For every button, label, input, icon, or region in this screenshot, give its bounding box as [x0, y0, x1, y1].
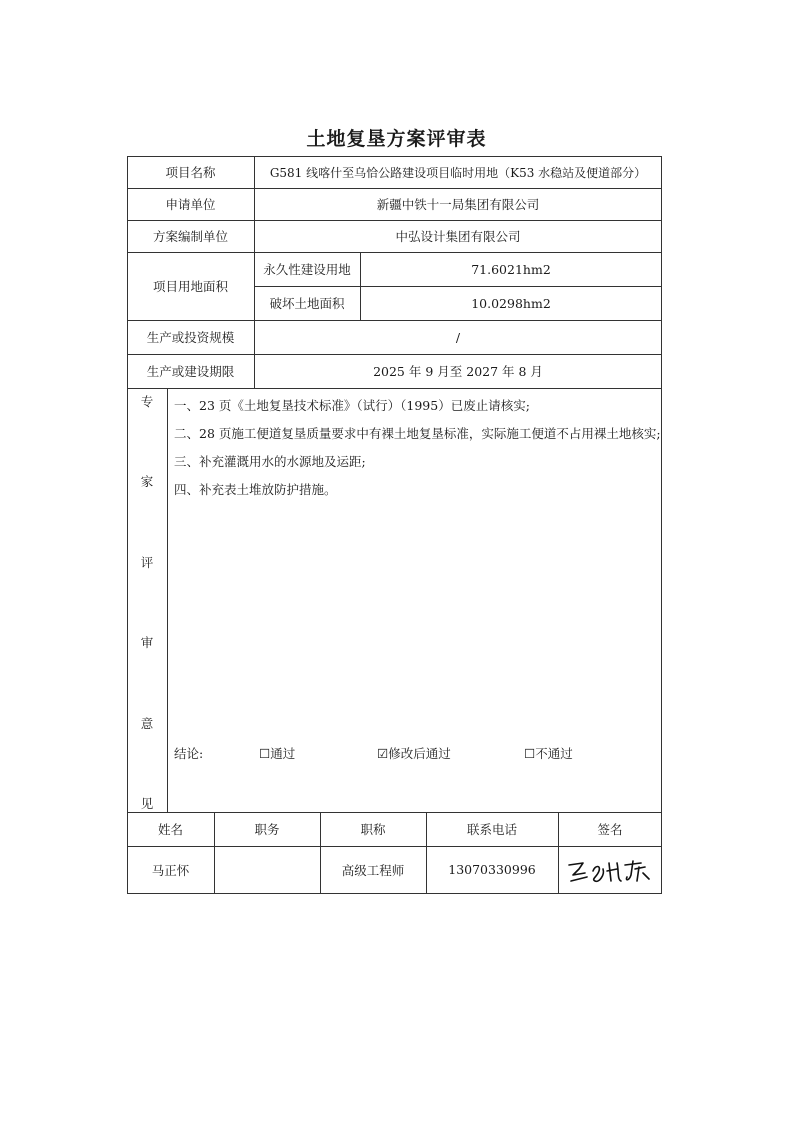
opinion-label-char: 意: [140, 715, 154, 731]
opinion-item: 四、补充表土堆放防护措施。: [174, 482, 337, 497]
opinion-label-char: 专: [140, 394, 154, 409]
opinion-item: 三、补充灌溉用水的水源地及运距;: [174, 454, 366, 469]
period-value: 2025 年 9 月至 2027 年 8 月: [373, 364, 543, 379]
expert-name: 马正怀: [151, 862, 190, 878]
opinion-label-char: 见: [140, 795, 154, 811]
designer-label: 方案编制单位: [152, 229, 228, 244]
opinion-label-char: 家: [140, 474, 154, 490]
checkbox-checked-icon: ☑: [377, 746, 389, 761]
applicant-label: 申请单位: [165, 197, 216, 212]
header-position: 职务: [254, 822, 280, 837]
permanent-land-label: 永久性建设用地: [263, 262, 351, 277]
land-area-label: 项目用地面积: [152, 279, 228, 294]
checkbox-unchecked-icon: ☐: [524, 746, 536, 761]
damaged-land-value: 10.0298hm2: [471, 295, 551, 311]
header-phone: 联系电话: [466, 822, 517, 837]
opinion-label-char: 审: [140, 635, 154, 651]
option-label: 不通过: [535, 746, 573, 761]
option-label: 通过: [270, 746, 296, 761]
scale-value: /: [455, 329, 461, 345]
period-label: 生产或建设期限: [146, 364, 235, 379]
option-pass-after-revision: [377, 744, 451, 762]
designer-value: 中弘设计集团有限公司: [395, 229, 521, 244]
project-name-label: 项目名称: [165, 165, 216, 180]
opinion-item: 二、28 页施工便道复垦质量要求中有裸土地复垦标准，实际施工便道不占用裸土地核实;: [174, 426, 661, 441]
opinion-label-char: 评: [140, 554, 154, 570]
review-table: [127, 156, 662, 894]
checkbox-unchecked-icon: ☐: [259, 746, 271, 761]
permanent-land-value: 71.6021hm2: [471, 261, 551, 277]
page-title: 土地复垦方案评审表: [306, 128, 487, 150]
header-title: 职称: [360, 822, 386, 837]
opinion-item: 一、23 页《土地复垦技术标准》（试行）（1995）已废止请核实;: [174, 398, 530, 413]
header-signature: 签名: [597, 822, 623, 837]
expert-title: 高级工程师: [341, 862, 405, 878]
expert-position: [214, 846, 320, 893]
header-name: 姓名: [157, 822, 183, 837]
expert-opinion-label: [127, 392, 167, 812]
option-pass: [259, 744, 295, 762]
project-name-value: G581 线喀什至乌恰公路建设项目临时用地（K53 水稳站及便道部分）: [269, 165, 647, 180]
applicant-value: 新疆中铁十一局集团有限公司: [376, 197, 540, 212]
handwritten-signature: [561, 853, 661, 889]
damaged-land-label: 破坏土地面积: [269, 296, 345, 311]
option-fail: [524, 744, 573, 762]
option-label: 修改后通过: [388, 746, 451, 761]
scale-label: 生产或投资规模: [146, 330, 235, 345]
conclusion-label: 结论:: [174, 746, 204, 761]
expert-phone: 13070330996: [448, 862, 536, 877]
